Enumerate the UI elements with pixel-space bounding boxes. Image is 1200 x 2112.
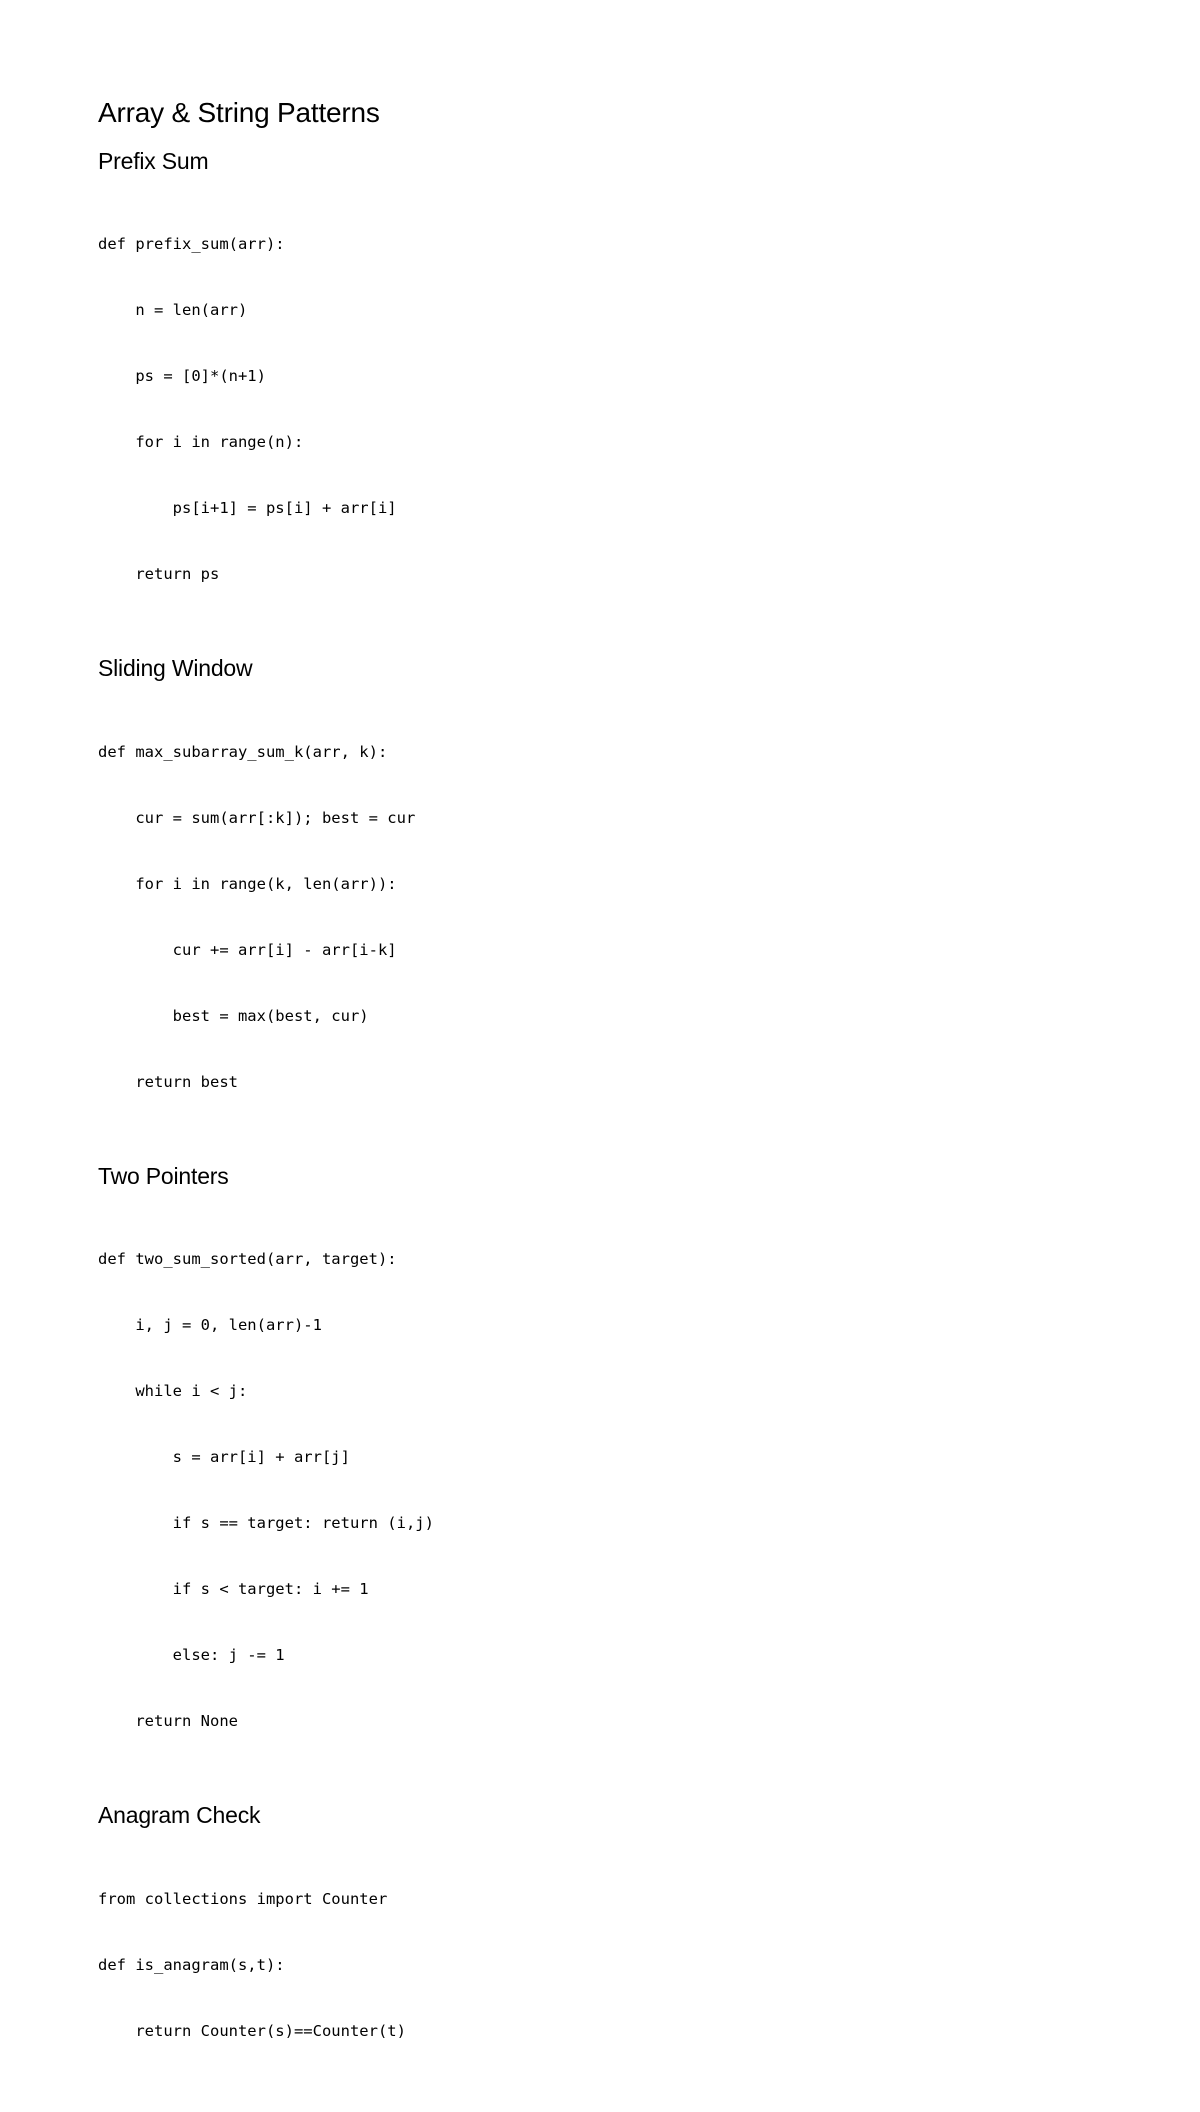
code-line: ps[i+1] = ps[i] + arr[i] <box>98 499 397 518</box>
section-two-pointers <box>98 1163 1098 1777</box>
code-line: def is_anagram(s,t): <box>98 1955 285 1974</box>
code-block <box>98 1204 1098 1776</box>
code-line: def max_subarray_sum_k(arr, k): <box>98 742 388 761</box>
document-page <box>98 96 1098 2112</box>
code-line: s = arr[i] + arr[j] <box>98 1448 350 1467</box>
code-line: return ps <box>98 565 220 584</box>
section-sliding-window <box>98 655 1098 1137</box>
code-line: def two_sum_sorted(arr, target): <box>98 1250 397 1269</box>
section-heading: Prefix Sum <box>98 147 209 174</box>
section-heading: Two Pointers <box>98 1162 229 1189</box>
code-line: return best <box>98 1072 238 1091</box>
code-block <box>98 1844 1098 2086</box>
code-line: i, j = 0, len(arr)-1 <box>98 1316 322 1335</box>
section-prefix-sum <box>98 148 1098 630</box>
code-line: def prefix_sum(arr): <box>98 235 285 254</box>
code-block <box>98 697 1098 1137</box>
code-line: return Counter(s)==Counter(t) <box>98 2021 406 2040</box>
code-line: return None <box>98 1712 238 1731</box>
section-anagram-check <box>98 1802 1098 2086</box>
section-heading: Sliding Window <box>98 655 253 682</box>
section-heading: Anagram Check <box>98 1802 261 1829</box>
code-line: if s < target: i += 1 <box>98 1580 369 1599</box>
code-line: ps = [0]*(n+1) <box>98 367 266 386</box>
code-line: for i in range(k, len(arr)): <box>98 874 397 893</box>
code-line: cur += arr[i] - arr[i-k] <box>98 940 397 959</box>
code-line: from collections import Counter <box>98 1889 388 1908</box>
code-line: while i < j: <box>98 1382 248 1401</box>
code-block <box>98 189 1098 629</box>
code-line: if s == target: return (i,j) <box>98 1514 434 1533</box>
code-line: else: j -= 1 <box>98 1646 285 1665</box>
code-line: best = max(best, cur) <box>98 1006 369 1025</box>
code-line: for i in range(n): <box>98 433 304 452</box>
code-line: cur = sum(arr[:k]); best = cur <box>98 808 416 827</box>
code-line: n = len(arr) <box>98 301 248 320</box>
page-title: Array & String Patterns <box>98 97 380 128</box>
